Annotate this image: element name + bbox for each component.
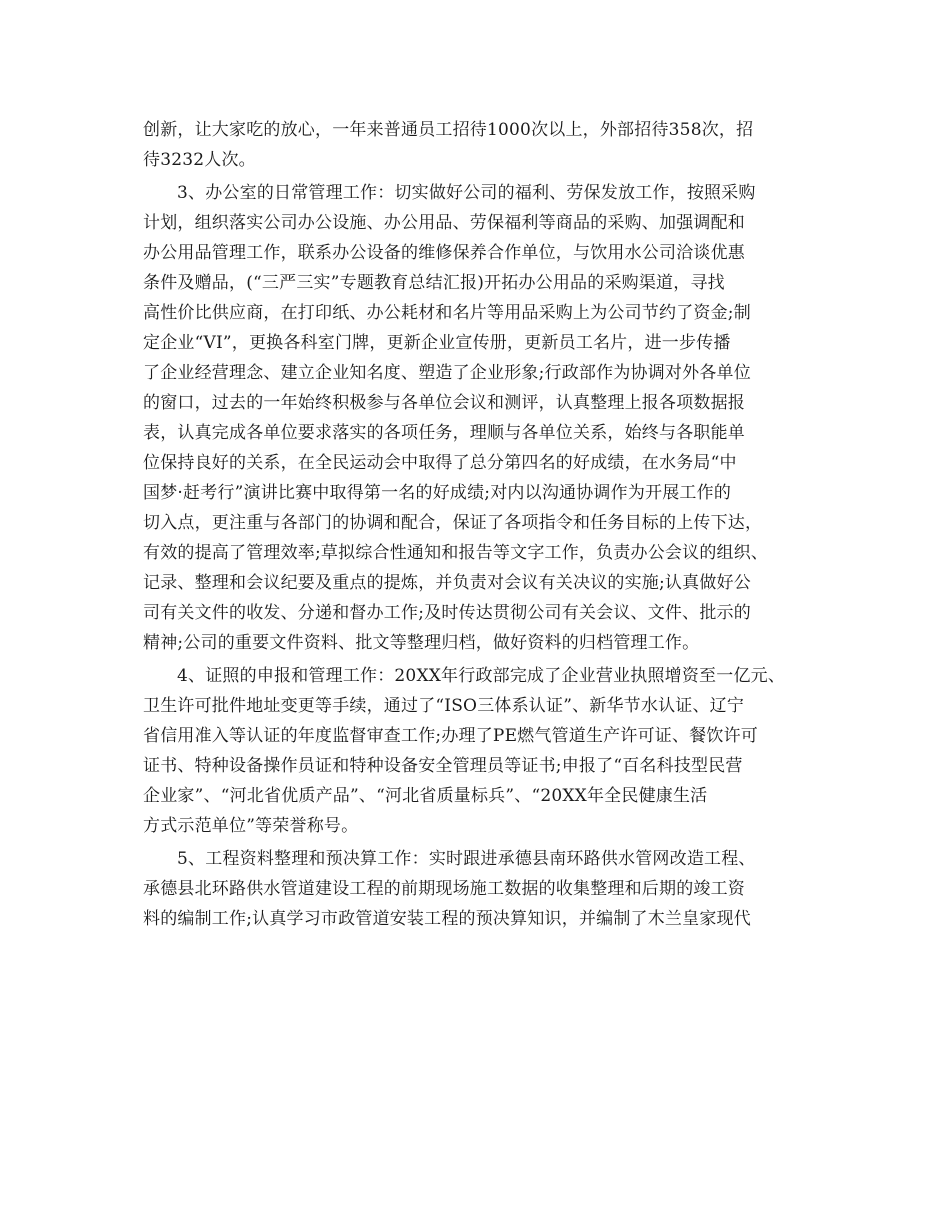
text-line: 办公用品管理工作，联系办公设备的维修保养合作单位，与饮用水公司洽谈优惠 <box>143 243 745 263</box>
text-line: 省信用准入等认证的年度监督审查工作;办理了PE燃气管道生产许可证、餐饮许可 <box>143 726 758 746</box>
text-line: 司有关文件的收发、分递和督办工作;及时传达贯彻公司有关会议、文件、批示的 <box>143 603 751 623</box>
text-line: 了企业经营理念、建立企业知名度、塑造了企业形象;行政部作为协调对外各单位 <box>143 363 751 383</box>
text-line: 有效的提高了管理效率;草拟综合性通知和报告等文字工作，负责办公会议的组织、 <box>143 543 769 563</box>
text-line: 位保持良好的关系，在全民运动会中取得了总分第四名的好成绩，在水务局“中 <box>143 453 737 473</box>
paragraph-5-start: 5、工程资料整理和预决算工作：实时跟进承德县南环路供水管网改造工程、 <box>177 849 756 869</box>
text-line: 创新，让大家吃的放心，一年来普通员工招待1000次以上，外部招待358次，招 <box>143 120 754 140</box>
text-line: 证书、特种设备操作员证和特种设备安全管理员等证书;申报了“百名科技型民营 <box>143 756 743 776</box>
text-line: 精神;公司的重要文件资料、批文等整理归档，做好资料的归档管理工作。 <box>143 633 700 653</box>
text-line: 国梦·赶考行”演讲比赛中取得第一名的好成绩;对内以沟通协调作为开展工作的 <box>143 483 732 503</box>
text-line: 记录、整理和会议纪要及重点的提炼，并负责对会议有关决议的实施;认真做好公 <box>143 573 751 593</box>
text-line: 卫生许可批件地址变更等手续，通过了“ISO三体系认证”、新华节水认证、辽宁 <box>143 696 745 716</box>
text-line: 定企业“VI”，更换各科室门牌，更新企业宣传册，更新员工名片，进一步传播 <box>143 333 731 353</box>
text-line: 承德县北环路供水管道建设工程的前期现场施工数据的收集整理和后期的竣工资 <box>143 879 745 899</box>
text-line: 高性价比供应商，在打印纸、办公耗材和名片等用品采购上为公司节约了资金;制 <box>143 303 751 323</box>
text-line: 切入点，更注重与各部门的协调和配合，保证了各项指令和任务目标的上传下达， <box>143 513 763 533</box>
text-line: 条件及赠品，(“三严三实”专题教育总结汇报)开拓办公用品的采购渠道，寻找 <box>143 273 725 293</box>
paragraph-3-start: 3、办公室的日常管理工作：切实做好公司的福利、劳保发放工作，按照采购 <box>177 183 756 203</box>
text-line: 待3232人次。 <box>143 150 256 170</box>
text-line: 表，认真完成各单位要求落实的各项任务，理顺与各单位关系，始终与各职能单 <box>143 423 745 443</box>
text-line: 计划，组织落实公司办公设施、办公用品、劳保福利等商品的采购、加强调配和 <box>143 213 745 233</box>
paragraph-4-start: 4、证照的申报和管理工作：20XX年行政部完成了企业营业执照增资至一亿元、 <box>177 666 786 686</box>
document-body <box>143 115 813 934</box>
text-line: 的窗口，过去的一年始终积极参与各单位会议和测评，认真整理上报各项数据报 <box>143 393 745 413</box>
text-line: 料的编制工作;认真学习市政管道安装工程的预决算知识，并编制了木兰皇家现代 <box>143 909 751 929</box>
text-line: 企业家”、“河北省优质产品”、“河北省质量标兵”、“20XX年全民健康生活 <box>143 786 708 806</box>
text-line: 方式示范单位”等荣誉称号。 <box>143 816 359 836</box>
